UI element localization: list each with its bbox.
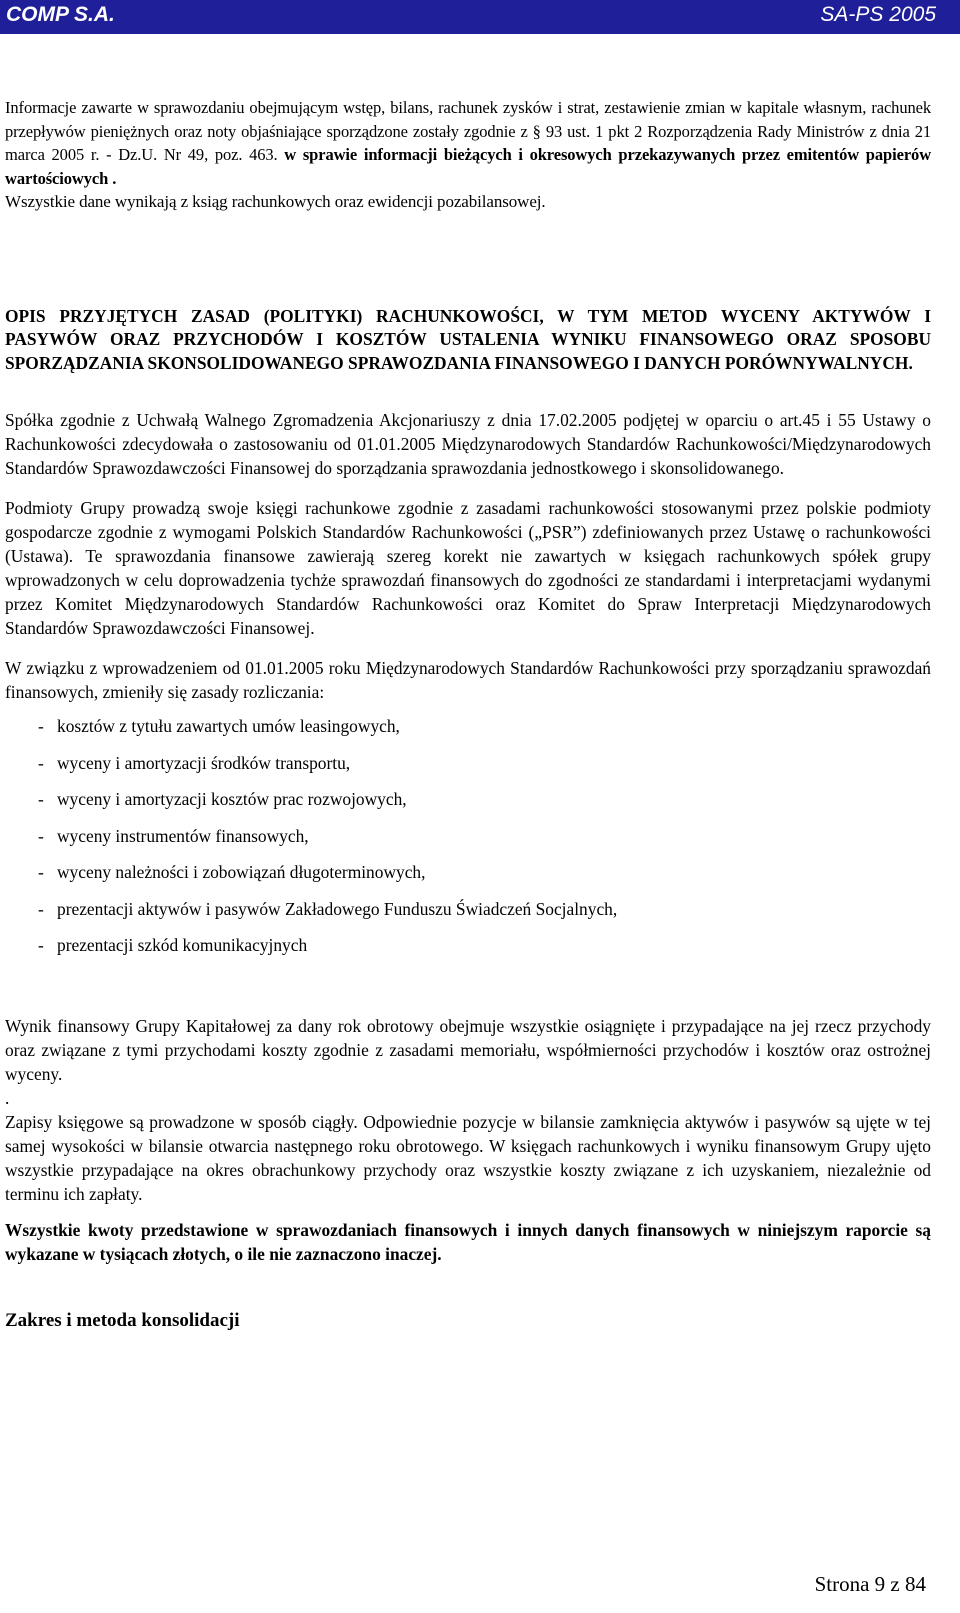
list-item: - prezentacji aktywów i pasywów Zakładowego Funduszu Świadczeń Socjalnych, (38, 898, 618, 919)
page-number: Strona 9 z 84 (814, 1572, 926, 1596)
paragraph-ifrs-adoption: Spółka zgodnie z Uchwałą Walnego Zgromadzenia Akcjonariuszy z dnia 17.02.2005 podjętej w oparciu o art.45 i 55 Ustawy o Rachunkowości zdecydowała o zastosowaniu od 01.01.2005 Międzynarodowych Standardów Rachunkowości/Międzynarodowych Standardów Sprawozdawczości Finansowej do sporządzania sprawozdania jednostkowego i skonsolidowanego. (5, 410, 931, 479)
list-item: - wyceny i amortyzacji kosztów prac rozwojowych, (38, 789, 407, 810)
paragraph-financial-result: Wynik finansowy Grupy Kapitałowej za dany rok obrotowy obejmuje wszystkie osiągnięte i przypadające na jej rzecz przychody oraz związane z tymi przychodami koszty zgodnie z zasadami memoriału, współmierności przychodów i kosztów oraz ostrożnej wyceny. (5, 1015, 931, 1084)
header-bar (0, 0, 960, 34)
list-item: - kosztów z tytułu zawartych umów leasingowych, (38, 716, 400, 737)
company-name: COMP S.A. (6, 3, 115, 26)
intro-paragraph (5, 96, 931, 190)
intro-text: Informacje zawarte w sprawozdaniu obejmującym wstęp, bilans, rachunek zysków i strat, zestawienie zmian w kapitale własnym, rachunek przepływów pieniężnych oraz noty objaśniające sporządzone zostały zgodnie z § 93 ust. 1 pkt 2 Rozporządzenia Rady Ministrów z dnia 21 marca 2005 r. - Dz.U. Nr 49, poz. 463. (5, 98, 931, 164)
list-item: - wyceny należności i zobowiązań długoterminowych, (38, 862, 426, 883)
section-title-consolidation: Zakres i metoda konsolidacji (5, 1309, 240, 1331)
list-item: - prezentacji szkód komunikacyjnych (38, 935, 308, 956)
intro-source-note: Wszystkie dane wynikają z ksiąg rachunkowych oraz ewidencji pozabilansowej. (5, 192, 546, 211)
list-item: - wyceny instrumentów finansowych, (38, 825, 309, 846)
separator-dot: . (5, 1087, 10, 1108)
report-code: SA-PS 2005 (820, 3, 936, 26)
changes-list (5, 714, 931, 970)
list-item: - wyceny i amortyzacji środków transportu, (38, 752, 351, 773)
paragraph-group-books: Podmioty Grupy prowadzą swoje księgi rachunkowe zgodnie z zasadami rachunkowości stosowanymi przez polskie podmioty gospodarcze zgodnie z wymogami Polskich Standardów Rachunkowości („PSR”) zdefiniowanych przez Ustawę o rachunkowości (Ustawa). Te sprawozdania finansowe zawierają szereg korekt nie zawartych w księgach rachunkowych spółek grupy wprowadzonych w celu doprowadzenia tychże sprawozdań finansowych do zgodności ze standardami i interpretacjami wydanymi przez Komitet Międzynarodowych Standardów Rachunkowości oraz Komitet do Spraw Interpretacji Międzynarodowych Standardów Sprawozdawczości Finansowej. (5, 498, 931, 639)
paragraph-amounts-note: Wszystkie kwoty przedstawione w sprawozdaniach finansowych i innych danych finansowych w niniejszym raporcie są wykazane w tysiącach złotych, o ile nie zaznaczono inaczej. (5, 1219, 931, 1264)
paragraph-bookkeeping: Zapisy księgowe są prowadzone w sposób ciągły. Odpowiednie pozycje w bilansie zamknięcia aktywów i pasywów są ujęte w tej samej wysokości w bilansie otwarcia następnego roku obrotowego. W księgach rachunkowych i wyniku finansowym Grupy ujęto wszystkie przypadające na okres obrachunkowy przychody oraz wszystkie koszty związane z ich uzyskaniem, niezależnie od terminu ich zapłaty. (5, 1111, 931, 1204)
paragraph-changes-intro: W związku z wprowadzeniem od 01.01.2005 roku Międzynarodowych Standardów Rachunkowości przy sporządzaniu sprawozdań finansowych, zmieniły się zasady rozliczania: (5, 658, 931, 703)
policy-heading: OPIS PRZYJĘTYCH ZASAD (POLITYKI) RACHUNKOWOŚCI, W TYM METOD WYCENY AKTYWÓW I PASYWÓW ORAZ PRZYCHODÓW I KOSZTÓW USTALENIA WYNIKU FINANSOWEGO ORAZ SPOSOBU SPORZĄDZANIA SKONSOLIDOWANEGO SPRAWOZDANIA FINANSOWEGO I DANYCH PORÓWNYWALNYCH. (5, 305, 931, 373)
intro-bold-text: w sprawie informacji bieżących i okresowych przekazywanych przez emitentów papierów wartościowych . (5, 145, 932, 188)
document-page (5, 96, 931, 1332)
